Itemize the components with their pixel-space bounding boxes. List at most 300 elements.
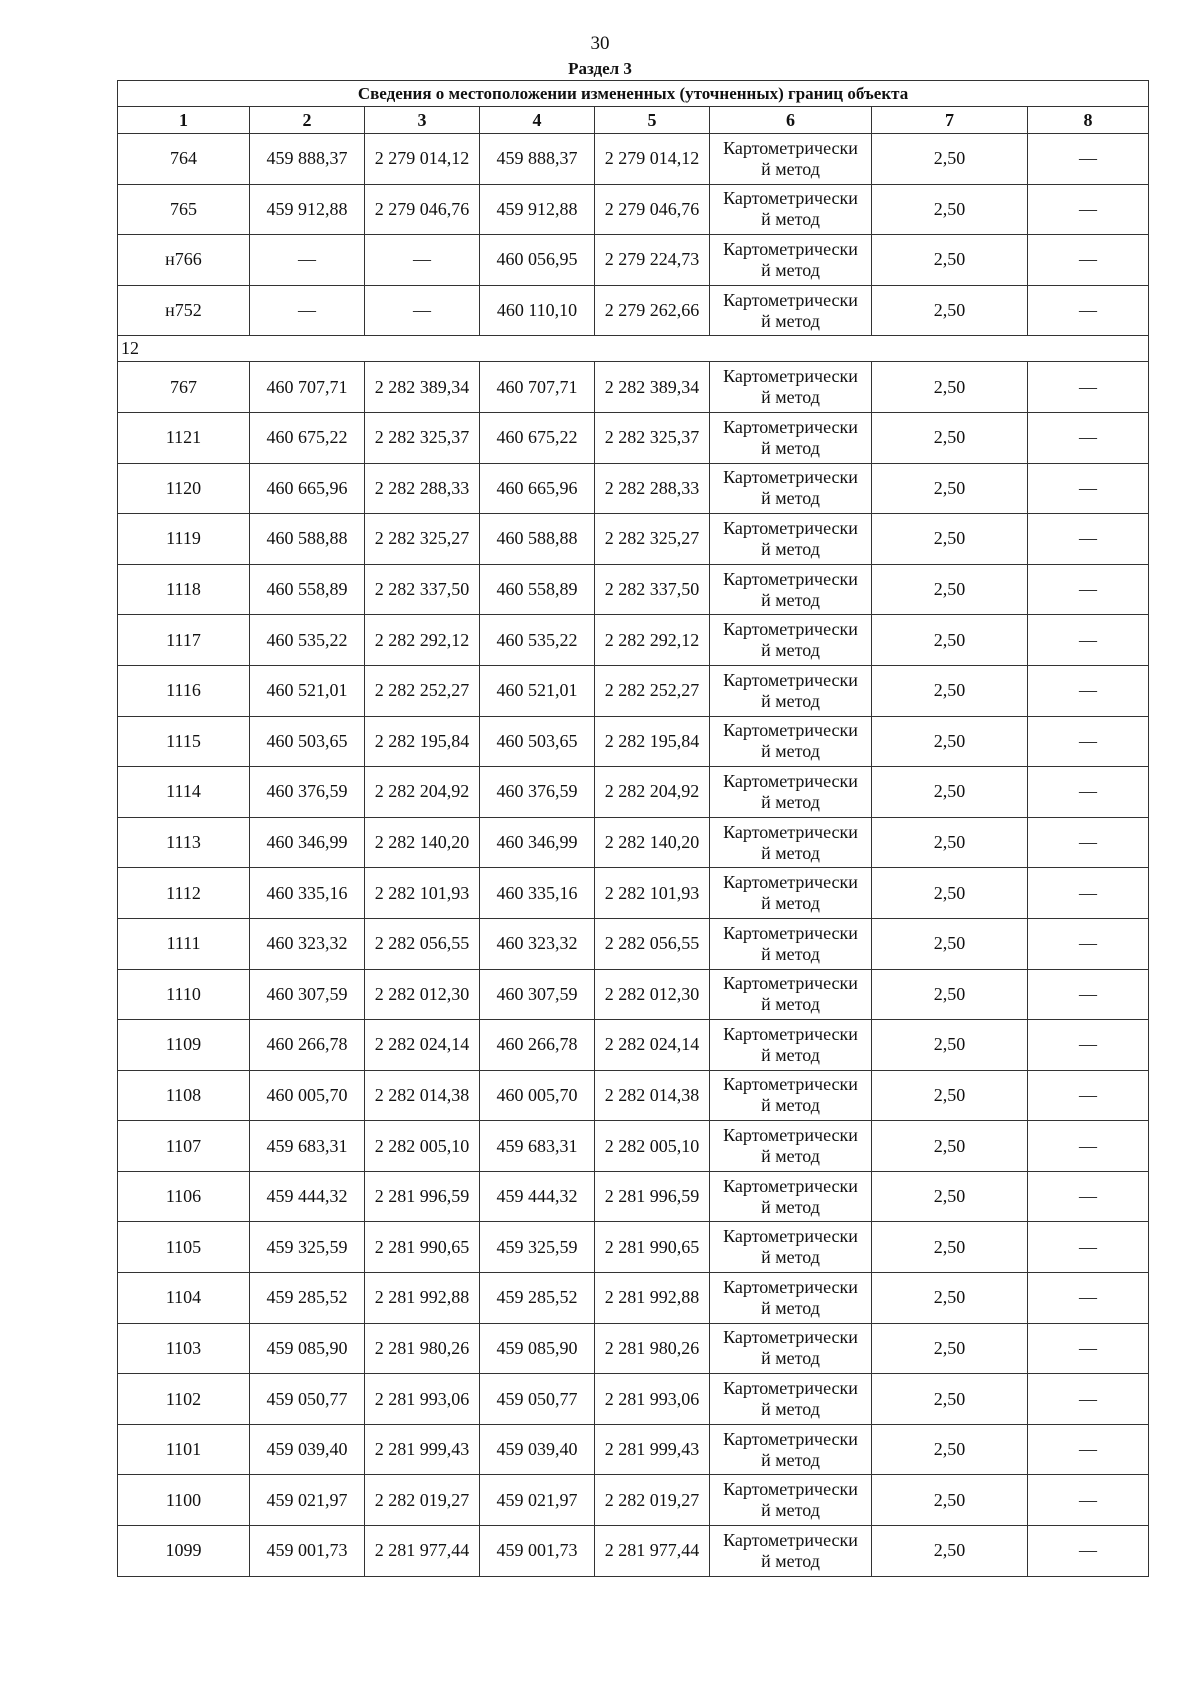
point-cell: 1119	[118, 514, 250, 565]
y-new-cell: 2 282 005,10	[595, 1121, 710, 1172]
accuracy-cell: 2,50	[872, 1273, 1028, 1324]
method-line-1: Картометрически	[723, 872, 858, 893]
table-row	[118, 918, 1149, 969]
note-cell: —	[1028, 665, 1149, 716]
point-cell: 1106	[118, 1171, 250, 1222]
x-old-cell: 459 912,88	[250, 184, 365, 235]
y-old-cell: 2 281 996,59	[365, 1171, 480, 1222]
x-new-cell: 460 707,71	[480, 362, 595, 413]
method-cell	[710, 285, 872, 336]
x-old-cell: 460 005,70	[250, 1070, 365, 1121]
method-line-2: й метод	[761, 1500, 820, 1521]
table-row	[118, 868, 1149, 919]
y-new-cell: 2 282 389,34	[595, 362, 710, 413]
method-line-1: Картометрически	[723, 1023, 858, 1044]
note-cell: —	[1028, 285, 1149, 336]
method-line-1: Картометрически	[723, 137, 858, 158]
method-line-1: Картометрически	[723, 416, 858, 437]
y-old-cell: 2 282 325,27	[365, 514, 480, 565]
y-new-cell: 2 279 014,12	[595, 134, 710, 185]
point-cell: 767	[118, 362, 250, 413]
note-cell: —	[1028, 412, 1149, 463]
x-new-cell: 459 085,90	[480, 1323, 595, 1374]
accuracy-cell: 2,50	[872, 235, 1028, 286]
method-cell	[710, 362, 872, 413]
accuracy-cell: 2,50	[872, 767, 1028, 818]
note-cell: —	[1028, 463, 1149, 514]
y-new-cell: 2 282 325,27	[595, 514, 710, 565]
table-row	[118, 817, 1149, 868]
method-line-2: й метод	[761, 1146, 820, 1167]
method-line-1: Картометрически	[723, 922, 858, 943]
x-old-cell: 460 323,32	[250, 918, 365, 969]
note-cell: —	[1028, 134, 1149, 185]
method-line-1: Картометрически	[723, 973, 858, 994]
y-new-cell: 2 282 024,14	[595, 1020, 710, 1071]
accuracy-cell: 2,50	[872, 969, 1028, 1020]
y-new-cell: 2 281 980,26	[595, 1323, 710, 1374]
method-line-2: й метод	[761, 310, 820, 331]
point-cell: 1116	[118, 665, 250, 716]
note-cell: —	[1028, 564, 1149, 615]
column-number: 3	[365, 107, 480, 134]
method-line-2: й метод	[761, 842, 820, 863]
column-number: 7	[872, 107, 1028, 134]
x-new-cell: 460 535,22	[480, 615, 595, 666]
point-cell: 1115	[118, 716, 250, 767]
table-row	[118, 1323, 1149, 1374]
method-line-2: й метод	[761, 1449, 820, 1470]
y-new-cell: 2 282 292,12	[595, 615, 710, 666]
y-new-cell: 2 282 140,20	[595, 817, 710, 868]
section-label: 12	[118, 336, 1149, 362]
method-line-2: й метод	[761, 488, 820, 509]
x-old-cell: 460 535,22	[250, 615, 365, 666]
note-cell: —	[1028, 817, 1149, 868]
section-label-body	[118, 336, 1149, 362]
method-line-1: Картометрически	[723, 1074, 858, 1095]
y-old-cell: 2 282 325,37	[365, 412, 480, 463]
table-row	[118, 412, 1149, 463]
method-cell	[710, 615, 872, 666]
method-cell	[710, 767, 872, 818]
method-line-1: Картометрически	[723, 669, 858, 690]
point-cell: н752	[118, 285, 250, 336]
y-new-cell: 2 282 337,50	[595, 564, 710, 615]
table-row	[118, 1070, 1149, 1121]
y-old-cell: 2 279 014,12	[365, 134, 480, 185]
table-row	[118, 1526, 1149, 1577]
y-old-cell: 2 282 252,27	[365, 665, 480, 716]
y-new-cell: 2 282 195,84	[595, 716, 710, 767]
y-old-cell: 2 282 140,20	[365, 817, 480, 868]
note-cell: —	[1028, 1374, 1149, 1425]
x-old-cell: 460 588,88	[250, 514, 365, 565]
y-old-cell: 2 282 014,38	[365, 1070, 480, 1121]
y-new-cell: 2 282 325,37	[595, 412, 710, 463]
table-row	[118, 716, 1149, 767]
table-row	[118, 665, 1149, 716]
x-old-cell: 460 521,01	[250, 665, 365, 716]
y-old-cell: 2 279 046,76	[365, 184, 480, 235]
method-line-2: й метод	[761, 943, 820, 964]
y-old-cell: 2 282 204,92	[365, 767, 480, 818]
method-cell	[710, 716, 872, 767]
x-new-cell: 459 039,40	[480, 1424, 595, 1475]
point-cell: 1113	[118, 817, 250, 868]
point-cell: 1120	[118, 463, 250, 514]
table-row	[118, 184, 1149, 235]
method-cell	[710, 1020, 872, 1071]
x-old-cell: 459 888,37	[250, 134, 365, 185]
point-cell: 1110	[118, 969, 250, 1020]
y-old-cell: 2 282 024,14	[365, 1020, 480, 1071]
y-new-cell: 2 281 990,65	[595, 1222, 710, 1273]
y-new-cell: 2 279 262,66	[595, 285, 710, 336]
method-cell	[710, 1424, 872, 1475]
table-row	[118, 1171, 1149, 1222]
note-cell: —	[1028, 1171, 1149, 1222]
point-cell: 1104	[118, 1273, 250, 1324]
accuracy-cell: 2,50	[872, 716, 1028, 767]
point-cell: 1112	[118, 868, 250, 919]
x-new-cell: 460 110,10	[480, 285, 595, 336]
method-line-1: Картометрически	[723, 1276, 858, 1297]
table-row	[118, 1273, 1149, 1324]
method-line-1: Картометрически	[723, 188, 858, 209]
method-cell	[710, 1222, 872, 1273]
note-cell: —	[1028, 1020, 1149, 1071]
y-new-cell: 2 282 101,93	[595, 868, 710, 919]
y-new-cell: 2 281 996,59	[595, 1171, 710, 1222]
x-old-cell: 459 039,40	[250, 1424, 365, 1475]
method-cell	[710, 235, 872, 286]
x-new-cell: 459 021,97	[480, 1475, 595, 1526]
method-line-1: Картометрически	[723, 1378, 858, 1399]
section-label-row	[118, 336, 1149, 362]
method-line-2: й метод	[761, 1095, 820, 1116]
y-old-cell: 2 282 389,34	[365, 362, 480, 413]
method-line-2: й метод	[761, 1044, 820, 1065]
x-new-cell: 460 665,96	[480, 463, 595, 514]
accuracy-cell: 2,50	[872, 362, 1028, 413]
y-new-cell: 2 281 999,43	[595, 1424, 710, 1475]
x-old-cell: 460 707,71	[250, 362, 365, 413]
note-cell: —	[1028, 1121, 1149, 1172]
method-line-1: Картометрически	[723, 568, 858, 589]
method-line-1: Картометрически	[723, 1226, 858, 1247]
method-cell	[710, 514, 872, 565]
method-cell	[710, 463, 872, 514]
table-row	[118, 969, 1149, 1020]
table-caption: Сведения о местоположении измененных (уточненных) границ объекта	[118, 81, 1149, 107]
column-number: 4	[480, 107, 595, 134]
y-old-cell: 2 281 993,06	[365, 1374, 480, 1425]
x-old-cell: 460 503,65	[250, 716, 365, 767]
method-line-1: Картометрически	[723, 720, 858, 741]
y-new-cell: 2 282 252,27	[595, 665, 710, 716]
method-cell	[710, 1273, 872, 1324]
method-line-2: й метод	[761, 437, 820, 458]
note-cell: —	[1028, 514, 1149, 565]
method-line-1: Картометрически	[723, 238, 858, 259]
x-new-cell: 460 005,70	[480, 1070, 595, 1121]
point-cell: 1121	[118, 412, 250, 463]
point-cell: 1117	[118, 615, 250, 666]
method-cell	[710, 969, 872, 1020]
method-line-2: й метод	[761, 1247, 820, 1268]
table-row	[118, 1020, 1149, 1071]
point-cell: 1102	[118, 1374, 250, 1425]
accuracy-cell: 2,50	[872, 1121, 1028, 1172]
method-cell	[710, 918, 872, 969]
method-cell	[710, 1121, 872, 1172]
coordinates-table	[117, 80, 1149, 1577]
accuracy-cell: 2,50	[872, 1171, 1028, 1222]
method-line-1: Картометрически	[723, 1479, 858, 1500]
x-new-cell: 460 503,65	[480, 716, 595, 767]
method-line-2: й метод	[761, 589, 820, 610]
method-line-2: й метод	[761, 1348, 820, 1369]
note-cell: —	[1028, 235, 1149, 286]
table-row	[118, 1424, 1149, 1475]
point-cell: 1100	[118, 1475, 250, 1526]
note-cell: —	[1028, 1222, 1149, 1273]
table-row	[118, 1222, 1149, 1273]
accuracy-cell: 2,50	[872, 1020, 1028, 1071]
y-new-cell: 2 281 992,88	[595, 1273, 710, 1324]
x-new-cell: 459 050,77	[480, 1374, 595, 1425]
point-cell: 764	[118, 134, 250, 185]
method-line-2: й метод	[761, 690, 820, 711]
method-cell	[710, 412, 872, 463]
y-old-cell: 2 281 980,26	[365, 1323, 480, 1374]
x-new-cell: 459 325,59	[480, 1222, 595, 1273]
note-cell: —	[1028, 767, 1149, 818]
accuracy-cell: 2,50	[872, 1374, 1028, 1425]
point-cell: 1118	[118, 564, 250, 615]
y-new-cell: 2 281 977,44	[595, 1526, 710, 1577]
x-old-cell: 459 021,97	[250, 1475, 365, 1526]
point-cell: 1111	[118, 918, 250, 969]
table-row	[118, 615, 1149, 666]
method-cell	[710, 134, 872, 185]
method-line-1: Картометрически	[723, 619, 858, 640]
accuracy-cell: 2,50	[872, 1222, 1028, 1273]
note-cell: —	[1028, 1273, 1149, 1324]
method-cell	[710, 1323, 872, 1374]
y-new-cell: 2 282 288,33	[595, 463, 710, 514]
x-old-cell: 459 444,32	[250, 1171, 365, 1222]
point-cell: 765	[118, 184, 250, 235]
y-old-cell: 2 282 101,93	[365, 868, 480, 919]
x-old-cell: 460 558,89	[250, 564, 365, 615]
y-old-cell: —	[365, 285, 480, 336]
x-new-cell: 459 444,32	[480, 1171, 595, 1222]
x-old-cell: —	[250, 285, 365, 336]
method-line-1: Картометрически	[723, 1175, 858, 1196]
point-cell: 1108	[118, 1070, 250, 1121]
method-line-2: й метод	[761, 1196, 820, 1217]
section-title: Раздел 3	[568, 59, 632, 78]
table-row	[118, 564, 1149, 615]
y-new-cell: 2 282 204,92	[595, 767, 710, 818]
method-line-1: Картометрически	[723, 366, 858, 387]
note-cell: —	[1028, 1475, 1149, 1526]
x-new-cell: 459 285,52	[480, 1273, 595, 1324]
y-new-cell: 2 282 014,38	[595, 1070, 710, 1121]
y-old-cell: 2 282 195,84	[365, 716, 480, 767]
method-cell	[710, 868, 872, 919]
group1-rows	[118, 134, 1149, 336]
x-old-cell: 459 683,31	[250, 1121, 365, 1172]
method-cell	[710, 564, 872, 615]
note-cell: —	[1028, 969, 1149, 1020]
method-line-2: й метод	[761, 158, 820, 179]
method-line-2: й метод	[761, 741, 820, 762]
x-new-cell: 459 683,31	[480, 1121, 595, 1172]
accuracy-cell: 2,50	[872, 134, 1028, 185]
y-old-cell: 2 281 999,43	[365, 1424, 480, 1475]
table-row	[118, 767, 1149, 818]
x-new-cell: 460 307,59	[480, 969, 595, 1020]
x-old-cell: —	[250, 235, 365, 286]
method-cell	[710, 1526, 872, 1577]
method-line-1: Картометрически	[723, 1529, 858, 1550]
accuracy-cell: 2,50	[872, 918, 1028, 969]
accuracy-cell: 2,50	[872, 817, 1028, 868]
method-line-2: й метод	[761, 994, 820, 1015]
table-row	[118, 235, 1149, 286]
x-old-cell: 459 050,77	[250, 1374, 365, 1425]
accuracy-cell: 2,50	[872, 184, 1028, 235]
y-new-cell: 2 282 056,55	[595, 918, 710, 969]
y-old-cell: —	[365, 235, 480, 286]
y-new-cell: 2 281 993,06	[595, 1374, 710, 1425]
method-cell	[710, 1171, 872, 1222]
x-old-cell: 459 001,73	[250, 1526, 365, 1577]
accuracy-cell: 2,50	[872, 285, 1028, 336]
column-number: 5	[595, 107, 710, 134]
y-new-cell: 2 279 046,76	[595, 184, 710, 235]
table-row	[118, 285, 1149, 336]
point-cell: 1105	[118, 1222, 250, 1273]
accuracy-cell: 2,50	[872, 868, 1028, 919]
table-row	[118, 362, 1149, 413]
accuracy-cell: 2,50	[872, 514, 1028, 565]
y-new-cell: 2 282 012,30	[595, 969, 710, 1020]
note-cell: —	[1028, 918, 1149, 969]
x-old-cell: 460 335,16	[250, 868, 365, 919]
y-old-cell: 2 282 012,30	[365, 969, 480, 1020]
note-cell: —	[1028, 1323, 1149, 1374]
y-old-cell: 2 281 990,65	[365, 1222, 480, 1273]
method-line-1: Картометрически	[723, 821, 858, 842]
y-old-cell: 2 282 292,12	[365, 615, 480, 666]
method-line-2: й метод	[761, 893, 820, 914]
x-old-cell: 460 665,96	[250, 463, 365, 514]
page-number: 30	[590, 33, 610, 54]
y-old-cell: 2 281 977,44	[365, 1526, 480, 1577]
table-row	[118, 1475, 1149, 1526]
accuracy-cell: 2,50	[872, 412, 1028, 463]
accuracy-cell: 2,50	[872, 1526, 1028, 1577]
accuracy-cell: 2,50	[872, 1323, 1028, 1374]
method-line-1: Картометрически	[723, 770, 858, 791]
note-cell: —	[1028, 1424, 1149, 1475]
x-old-cell: 460 675,22	[250, 412, 365, 463]
x-old-cell: 460 307,59	[250, 969, 365, 1020]
note-cell: —	[1028, 362, 1149, 413]
x-old-cell: 459 325,59	[250, 1222, 365, 1273]
accuracy-cell: 2,50	[872, 615, 1028, 666]
y-new-cell: 2 282 019,27	[595, 1475, 710, 1526]
accuracy-cell: 2,50	[872, 1070, 1028, 1121]
table-caption-row	[118, 81, 1149, 107]
method-line-1: Картометрически	[723, 289, 858, 310]
point-cell: 1109	[118, 1020, 250, 1071]
point-cell: 1114	[118, 767, 250, 818]
method-line-2: й метод	[761, 538, 820, 559]
method-line-1: Картометрически	[723, 1125, 858, 1146]
point-cell: 1107	[118, 1121, 250, 1172]
column-number: 8	[1028, 107, 1149, 134]
note-cell: —	[1028, 1070, 1149, 1121]
note-cell: —	[1028, 615, 1149, 666]
table-row	[118, 134, 1149, 185]
x-old-cell: 460 346,99	[250, 817, 365, 868]
method-cell	[710, 1475, 872, 1526]
column-number: 1	[118, 107, 250, 134]
column-number-row	[118, 107, 1149, 134]
method-cell	[710, 665, 872, 716]
accuracy-cell: 2,50	[872, 564, 1028, 615]
x-new-cell: 460 521,01	[480, 665, 595, 716]
y-old-cell: 2 281 992,88	[365, 1273, 480, 1324]
accuracy-cell: 2,50	[872, 463, 1028, 514]
x-old-cell: 459 085,90	[250, 1323, 365, 1374]
x-new-cell: 460 266,78	[480, 1020, 595, 1071]
x-new-cell: 460 323,32	[480, 918, 595, 969]
x-old-cell: 459 285,52	[250, 1273, 365, 1324]
y-old-cell: 2 282 005,10	[365, 1121, 480, 1172]
method-line-2: й метод	[761, 387, 820, 408]
x-new-cell: 459 888,37	[480, 134, 595, 185]
table-row	[118, 1121, 1149, 1172]
method-line-2: й метод	[761, 1550, 820, 1571]
x-new-cell: 459 001,73	[480, 1526, 595, 1577]
x-new-cell: 460 675,22	[480, 412, 595, 463]
x-new-cell: 459 912,88	[480, 184, 595, 235]
note-cell: —	[1028, 184, 1149, 235]
method-line-2: й метод	[761, 209, 820, 230]
x-new-cell: 460 335,16	[480, 868, 595, 919]
method-cell	[710, 1374, 872, 1425]
note-cell: —	[1028, 716, 1149, 767]
accuracy-cell: 2,50	[872, 1475, 1028, 1526]
method-line-2: й метод	[761, 640, 820, 661]
x-old-cell: 460 376,59	[250, 767, 365, 818]
method-line-2: й метод	[761, 259, 820, 280]
group2-rows	[118, 362, 1149, 1576]
table-row	[118, 514, 1149, 565]
accuracy-cell: 2,50	[872, 1424, 1028, 1475]
accuracy-cell: 2,50	[872, 665, 1028, 716]
method-cell	[710, 817, 872, 868]
x-new-cell: 460 346,99	[480, 817, 595, 868]
y-new-cell: 2 279 224,73	[595, 235, 710, 286]
method-line-1: Картометрически	[723, 517, 858, 538]
